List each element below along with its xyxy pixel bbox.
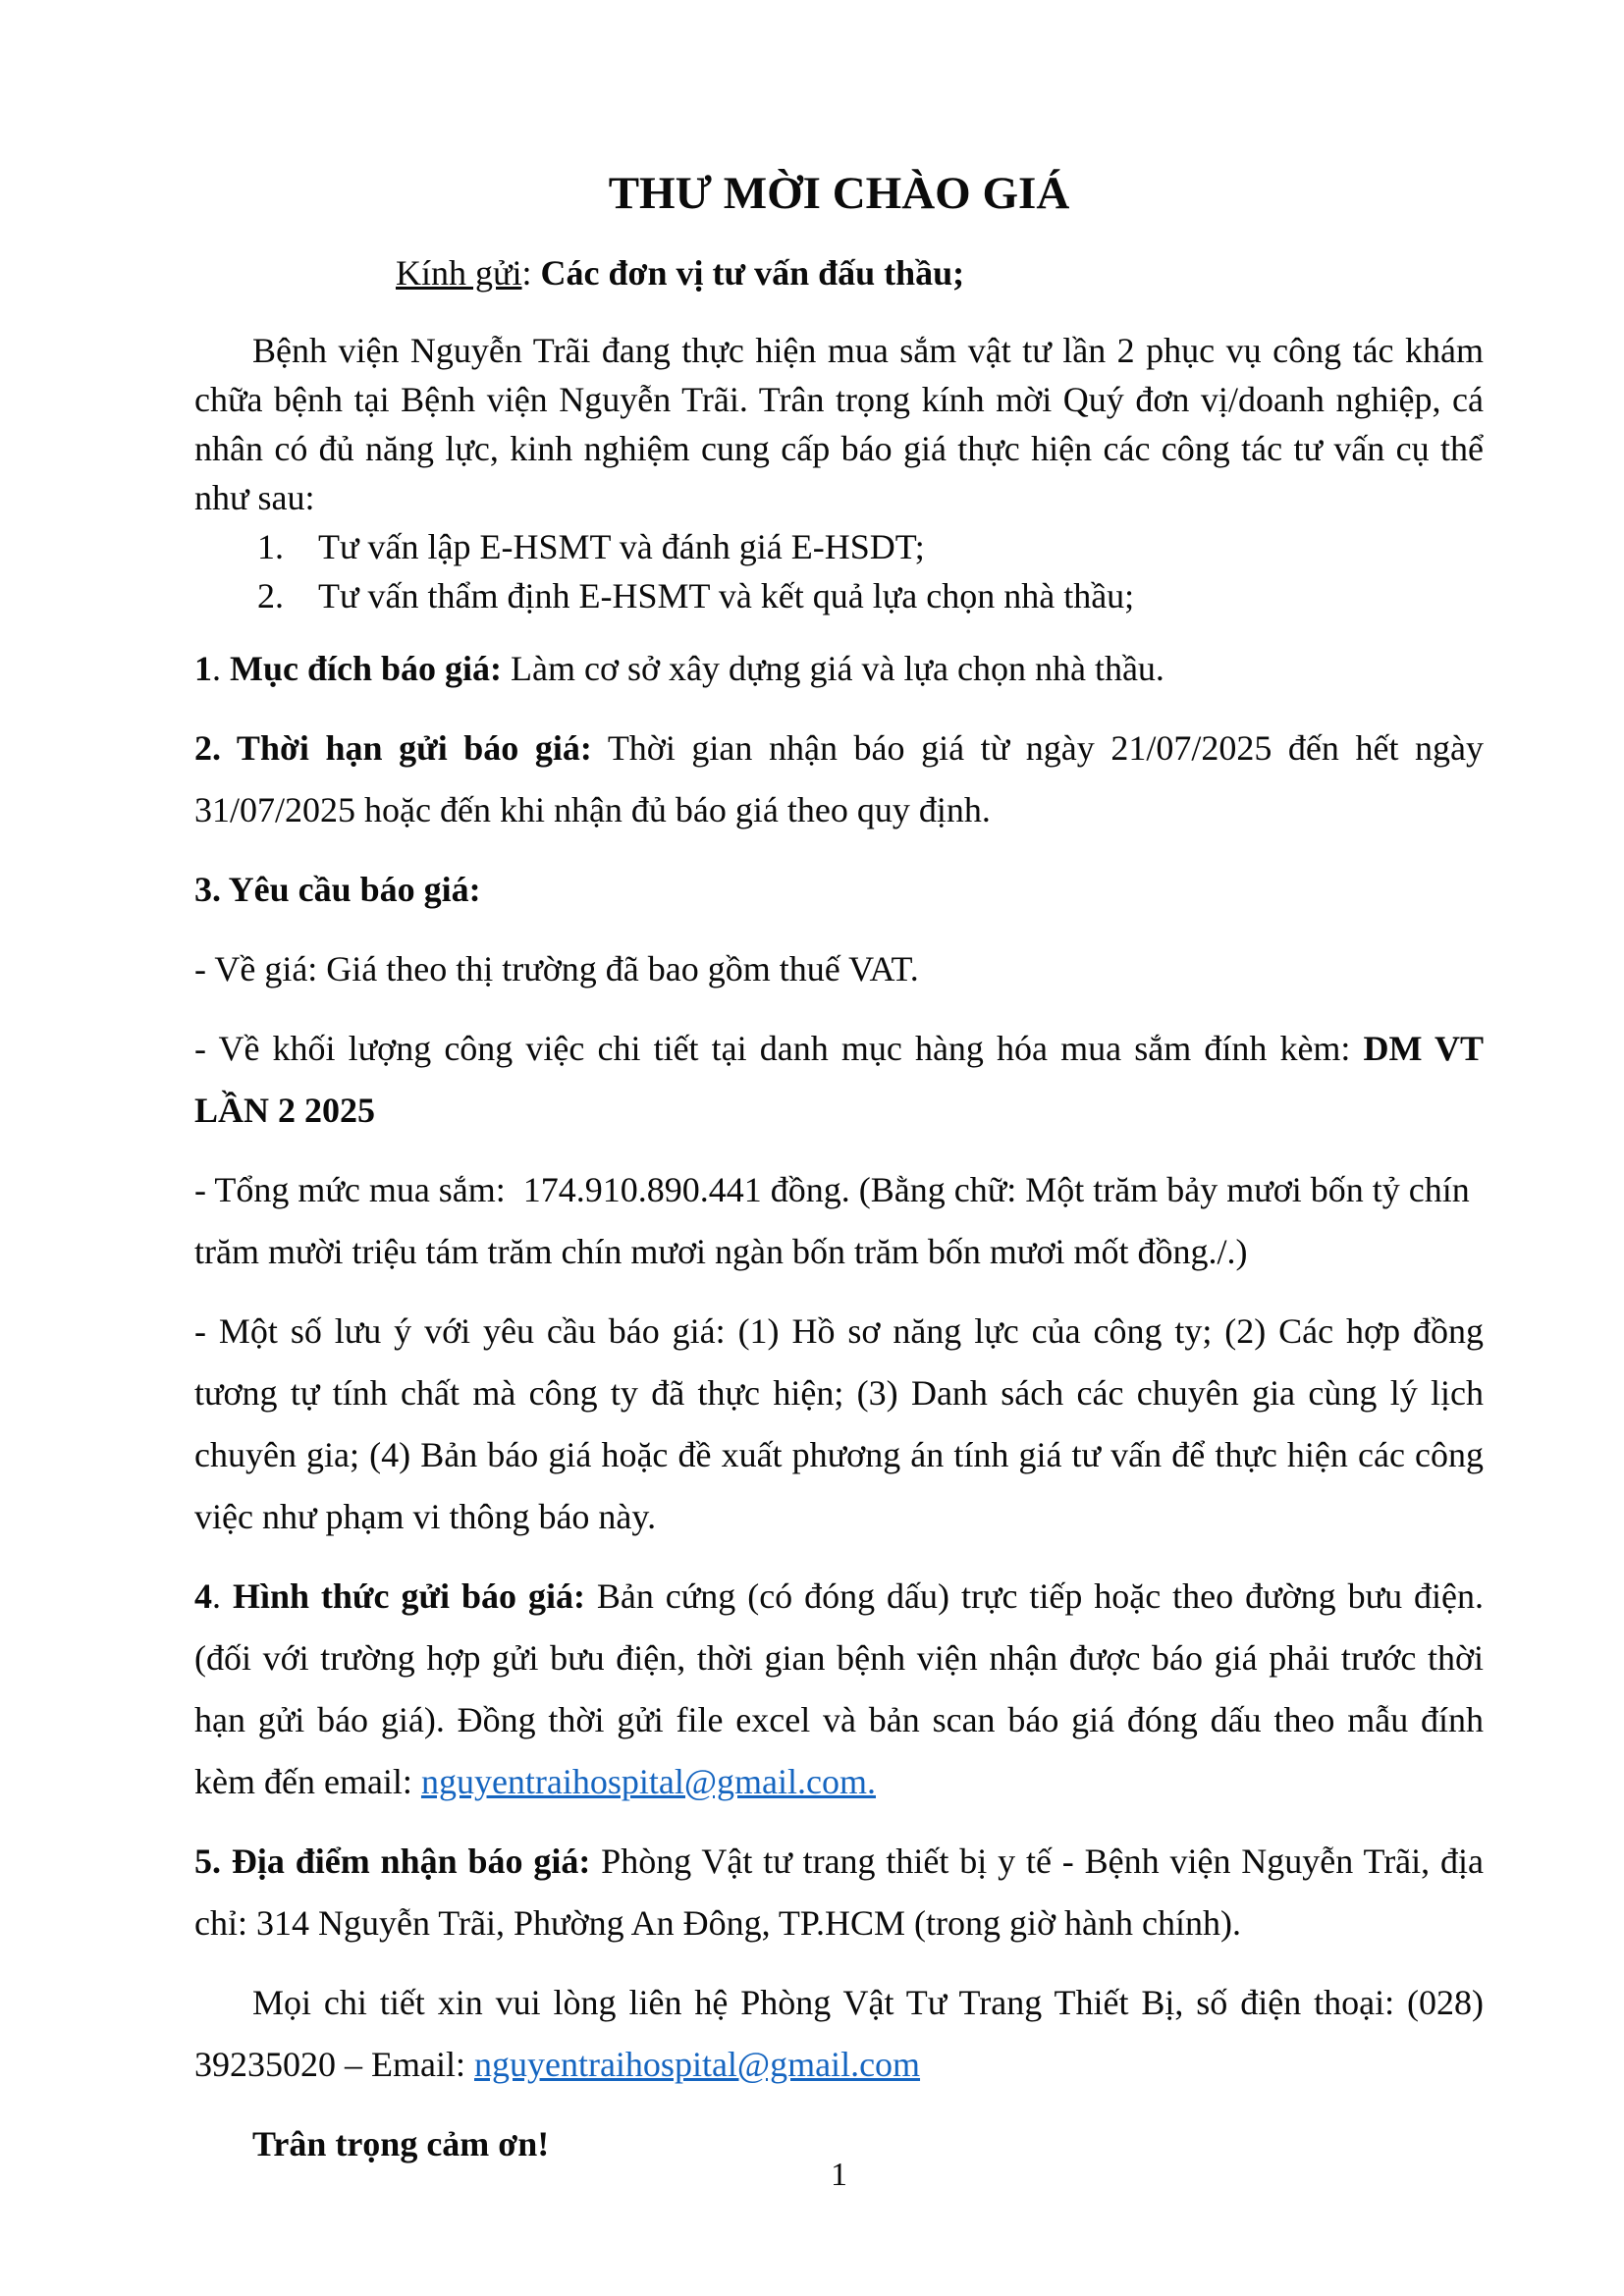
section-heading: Hình thức gửi báo giá: [232, 1576, 585, 1616]
salutation-greeting: Kính gửi [396, 253, 522, 293]
section-body: Phòng Vật tư trang thiết bị y tế - Bệnh viện Nguyễn Trãi, địa chỉ: 314 Nguyễn Trãi, Phường An Đông, TP.HCM (trong giờ hành chính). [194, 1842, 1484, 1943]
section-requirements-heading [194, 859, 1484, 921]
closing-line: Trân trọng cảm ơn! [252, 2124, 550, 2163]
section-separator: . [212, 649, 230, 688]
requirement-scope-text: - Về khối lượng công việc chi tiết tại danh mục hàng hóa mua sắm đính kèm: [194, 1029, 1364, 1068]
page-title: THƯ MỜI CHÀO GIÁ [608, 168, 1070, 219]
section-purpose [194, 638, 1484, 700]
contact-paragraph [194, 1972, 1484, 2096]
list-item [194, 522, 1484, 571]
list-item [194, 571, 1484, 620]
list-item-text: Tư vấn thẩm định E-HSMT và kết quả lựa chọn nhà thầu; [318, 576, 1135, 615]
section-number: 1 [194, 649, 212, 688]
consulting-task-list [194, 522, 1484, 620]
section-body: Thời gian nhận báo giá từ ngày 21/07/2025 đến hết ngày 31/07/2025 hoặc đến khi nhận đủ báo giá theo quy định. [194, 728, 1485, 829]
section-separator: . [212, 1576, 233, 1616]
email-link[interactable]: nguyentraihospital@gmail.com. [420, 1762, 876, 1801]
attachment-name: DM VT LẦN 2 2025 [194, 1029, 1484, 1130]
notes-paragraph: - Một số lưu ý với yêu cầu báo giá: (1) Hồ sơ năng lực của công ty; (2) Các hợp đồng tương tự tính chất mà công ty đã thực hiện; (3) Danh sách các chuyên gia cùng lý lịch chuyên gia; (4) Bản báo giá hoặc đề xuất phương án tính giá tư vấn để thực hiện các công việc như phạm vi thông báo này. [194, 1311, 1484, 1536]
section-body: Bản cứng (có đóng dấu) trực tiếp hoặc theo đường bưu điện. (đối với trường hợp gửi bưu điện, thời gian bệnh viện nhận được báo giá phải trước thời hạn gửi báo giá). Đồng thời gửi file excel và bản scan báo giá đóng dấu theo mẫu đính kèm đến email: [194, 1576, 1484, 1801]
list-item-number: 1. [257, 527, 284, 566]
section-heading: 3. Yêu cầu báo giá: [194, 870, 481, 909]
total-budget-paragraph: - Tổng mức mua sắm: 174.910.890.441 đồng. (Bằng chữ: Một trăm bảy mươi bốn tỷ chín trăm mười triệu tám trăm chín mươi ngàn bốn trăm bốn mươi mốt đồng./.) [194, 1170, 1470, 1271]
salutation-colon: : [521, 253, 541, 293]
section-heading: Mục đích báo giá: [230, 649, 503, 688]
section-delivery-address [194, 1831, 1484, 1954]
section-deadline [194, 718, 1484, 841]
section-number: 4 [194, 1576, 212, 1616]
email-link[interactable]: nguyentraihospital@gmail.com [473, 2045, 921, 2084]
contact-text: Mọi chi tiết xin vui lòng liên hệ Phòng Vật Tư Trang Thiết Bị, số điện thoại: (028) 39235020 – Email: [194, 1983, 1484, 2084]
salutation-recipient: Các đơn vị tư vấn đấu thầu; [540, 253, 965, 293]
requirement-scope [194, 1018, 1484, 1142]
salutation-line [396, 247, 1484, 298]
list-item-text: Tư vấn lập E-HSMT và đánh giá E-HSDT; [318, 527, 925, 566]
intro-paragraph: Bệnh viện Nguyễn Trãi đang thực hiện mua sắm vật tư lần 2 phục vụ công tác khám chữa bệnh tại Bệnh viện Nguyễn Trãi. Trân trọng kính mời Quý đơn vị/doanh nghiệp, cá nhân có đủ năng lực, kinh nghiệm cung cấp báo giá thực hiện các công tác tư vấn cụ thể như sau: [194, 331, 1484, 517]
list-item-number: 2. [257, 576, 284, 615]
section-heading: 2. Thời hạn gửi báo giá: [194, 728, 592, 768]
page-number: 1 [831, 2157, 847, 2193]
section-heading: 5. Địa điểm nhận báo giá: [194, 1842, 591, 1881]
requirement-price: - Về giá: Giá theo thị trường đã bao gồm thuế VAT. [194, 949, 919, 988]
section-submission-method [194, 1566, 1484, 1813]
section-body: Làm cơ sở xây dựng giá và lựa chọn nhà thầu. [502, 649, 1164, 688]
